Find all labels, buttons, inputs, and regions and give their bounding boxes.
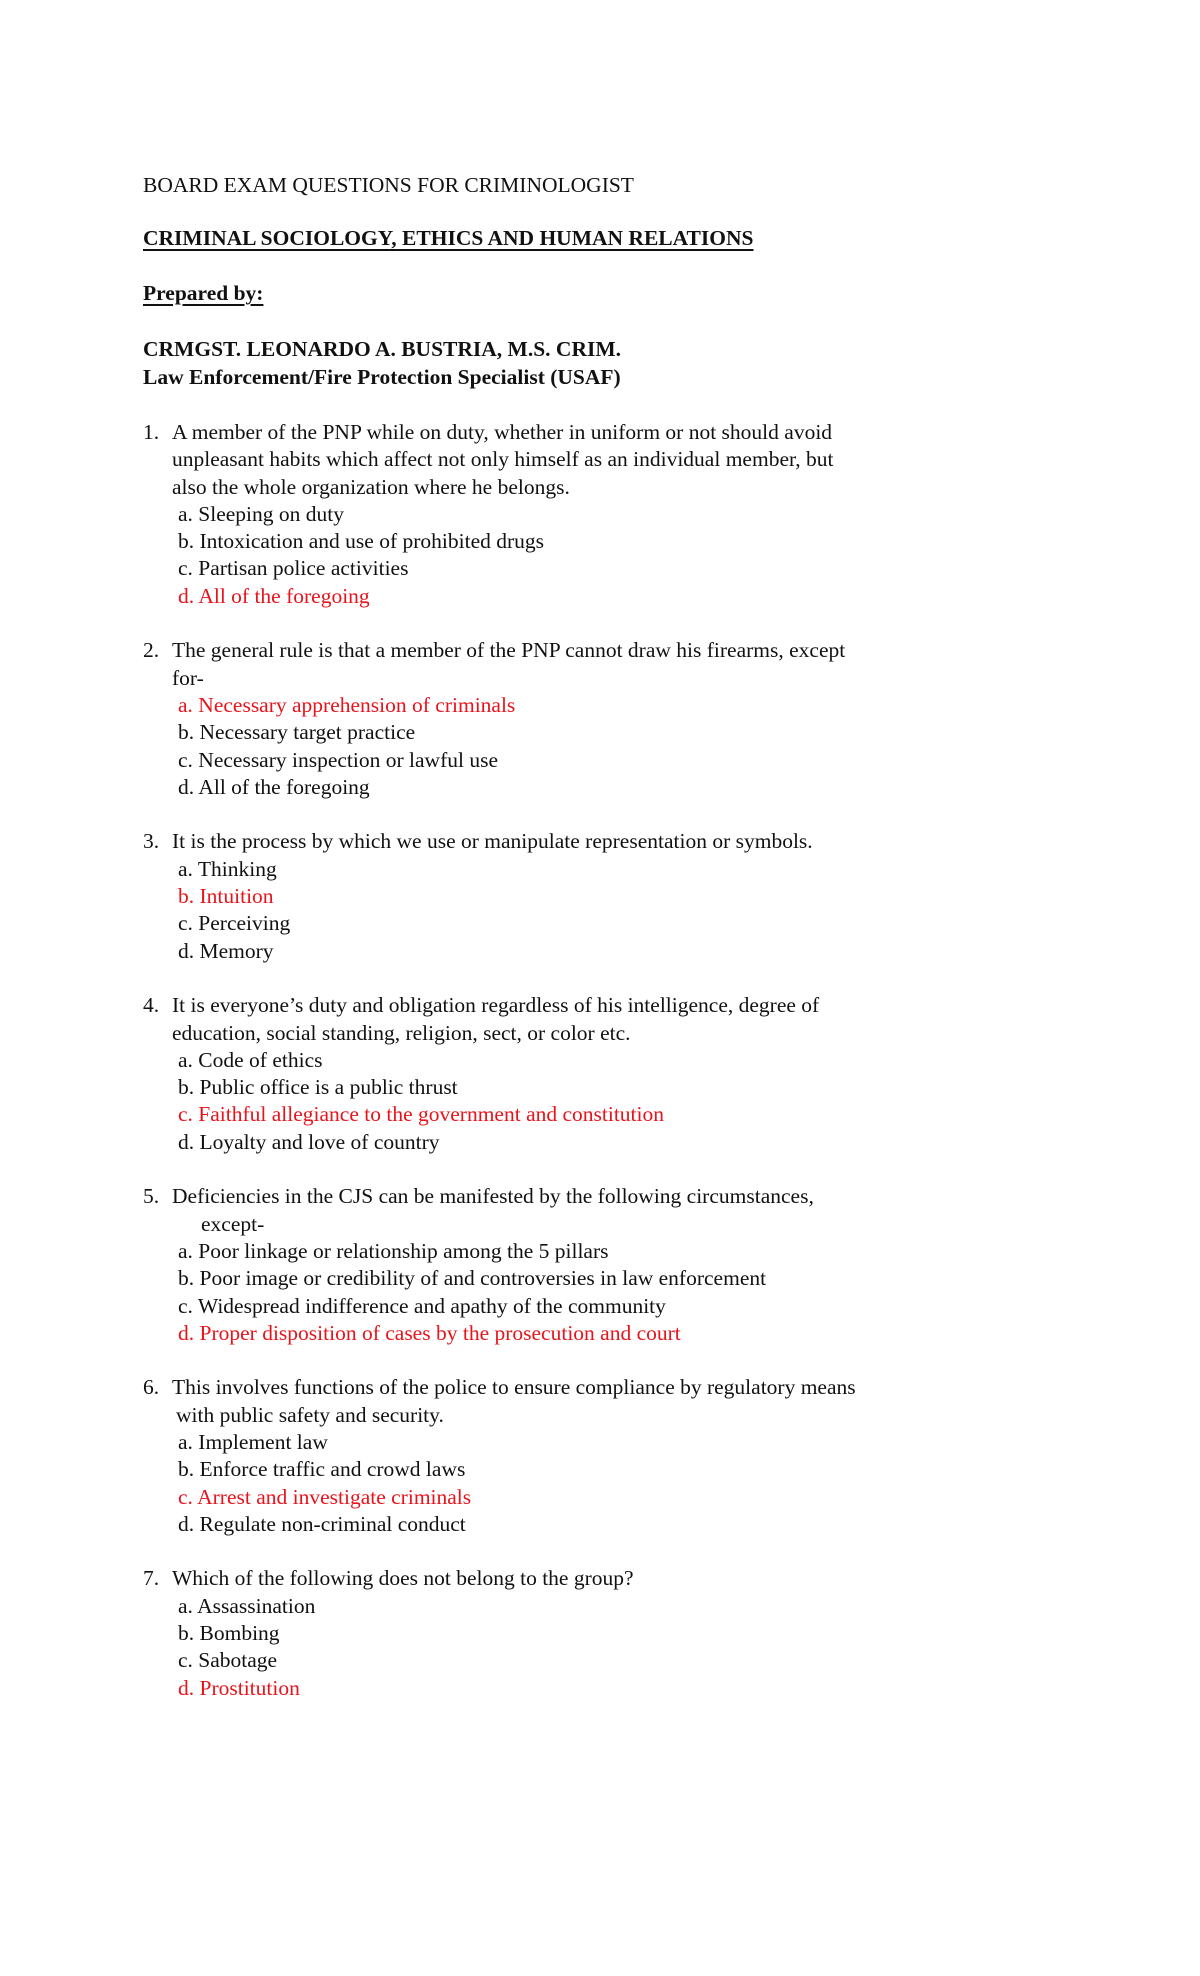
question-number: 1. xyxy=(143,420,160,444)
question-first-line xyxy=(143,419,1043,446)
choice-item: d. All of the foregoing xyxy=(178,774,370,799)
question-number: 4. xyxy=(143,993,160,1018)
choice-item-correct-answer: d. All of the foregoing xyxy=(178,583,370,608)
choice-item-correct-answer: c. Faithful allegiance to the government and constitution xyxy=(178,1102,665,1127)
question-first-line xyxy=(143,1565,1043,1592)
choice-item: c. Partisan police activities xyxy=(178,556,409,581)
choice-item-correct-answer: d. Proper disposition of cases by the prosecution and court xyxy=(178,1320,681,1345)
choice-item: b. Bombing xyxy=(178,1621,280,1646)
choice-item: d. Memory xyxy=(178,938,274,963)
choice-item: c. Necessary inspection or lawful use xyxy=(178,747,499,772)
question-text-line: unpleasant habits which affect not only himself as an individual member, but xyxy=(172,447,834,472)
choice-item-correct-answer: d. Prostitution xyxy=(178,1675,300,1700)
choice-list xyxy=(143,856,1043,965)
question-text-line: A member of the PNP while on duty, whether in uniform or not should avoid xyxy=(172,420,833,444)
choice-item: c. Perceiving xyxy=(178,911,291,936)
question-text-line: also the whole organization where he belongs. xyxy=(172,474,570,499)
prepared-by-label: Prepared by: xyxy=(143,281,264,305)
question-number: 7. xyxy=(143,1566,160,1591)
question-number: 3. xyxy=(143,829,160,854)
choice-list xyxy=(143,1593,1043,1702)
question-text-line: except- xyxy=(201,1211,265,1236)
subject-heading: CRIMINAL SOCIOLOGY, ETHICS AND HUMAN RELATIONS xyxy=(143,226,754,250)
choice-list xyxy=(143,1429,1043,1538)
choice-item: b. Public office is a public thrust xyxy=(178,1075,458,1100)
question-first-line xyxy=(143,637,1043,664)
choice-item: a. Implement law xyxy=(178,1429,328,1454)
question-first-line xyxy=(143,992,1043,1019)
choice-item-correct-answer: b. Intuition xyxy=(178,884,274,909)
choice-item: d. Loyalty and love of country xyxy=(178,1129,440,1154)
choice-list xyxy=(143,501,1043,610)
author-name: CRMGST. LEONARDO A. BUSTRIA, M.S. CRIM. xyxy=(143,337,622,361)
choice-item: c. Sabotage xyxy=(178,1648,278,1673)
question-item xyxy=(143,828,1043,964)
choice-item: b. Intoxication and use of prohibited drugs xyxy=(178,529,545,554)
question-number: 2. xyxy=(143,638,160,663)
question-text-line: It is everyone’s duty and obligation regardless of his intelligence, degree of xyxy=(172,993,820,1018)
choice-item-correct-answer: c. Arrest and investigate criminals xyxy=(178,1484,472,1509)
document-page xyxy=(143,162,1043,1729)
question-item xyxy=(143,1183,1043,1347)
question-item xyxy=(143,419,1043,610)
question-text-line: Which of the following does not belong to the group? xyxy=(172,1566,634,1591)
question-text-line: This involves functions of the police to ensure compliance by regulatory means xyxy=(172,1375,856,1400)
choice-item: c. Widespread indifference and apathy of the community xyxy=(178,1293,666,1318)
choice-item: b. Enforce traffic and crowd laws xyxy=(178,1457,466,1482)
question-item xyxy=(143,637,1043,801)
choice-item: a. Code of ethics xyxy=(178,1047,323,1072)
author-title: Law Enforcement/Fire Protection Specialist (USAF) xyxy=(143,365,621,389)
question-item xyxy=(143,1565,1043,1701)
choice-list xyxy=(143,1238,1043,1347)
question-list xyxy=(143,419,1043,1702)
choice-item: a. Sleeping on duty xyxy=(178,501,345,526)
choice-item: a. Assassination xyxy=(178,1593,316,1618)
question-text-line: Deficiencies in the CJS can be manifested by the following circumstances, xyxy=(172,1184,814,1209)
question-item xyxy=(143,992,1043,1156)
choice-list xyxy=(143,1047,1043,1156)
choice-item: b. Poor image or credibility of and controversies in law enforcement xyxy=(178,1266,767,1291)
document-title: BOARD EXAM QUESTIONS FOR CRIMINOLOGIST xyxy=(143,173,634,197)
question-text-line: education, social standing, religion, sect, or color etc. xyxy=(172,1020,631,1045)
choice-item-correct-answer: a. Necessary apprehension of criminals xyxy=(178,692,516,717)
question-text-line: It is the process by which we use or manipulate representation or symbols. xyxy=(172,829,813,854)
question-text-line: for- xyxy=(172,665,204,690)
choice-list xyxy=(143,692,1043,801)
question-text-line: The general rule is that a member of the PNP cannot draw his firearms, except xyxy=(172,638,846,663)
choice-item: d. Regulate non-criminal conduct xyxy=(178,1511,466,1536)
question-text-line: with public safety and security. xyxy=(176,1402,444,1427)
choice-item: a. Poor linkage or relationship among the 5 pillars xyxy=(178,1238,609,1263)
question-first-line xyxy=(143,1374,1043,1401)
question-first-line xyxy=(143,828,1043,855)
question-item xyxy=(143,1374,1043,1538)
choice-item: b. Necessary target practice xyxy=(178,720,416,745)
question-number: 6. xyxy=(143,1375,160,1400)
choice-item: a. Thinking xyxy=(178,856,277,881)
question-number: 5. xyxy=(143,1184,160,1209)
question-first-line xyxy=(143,1183,1043,1210)
